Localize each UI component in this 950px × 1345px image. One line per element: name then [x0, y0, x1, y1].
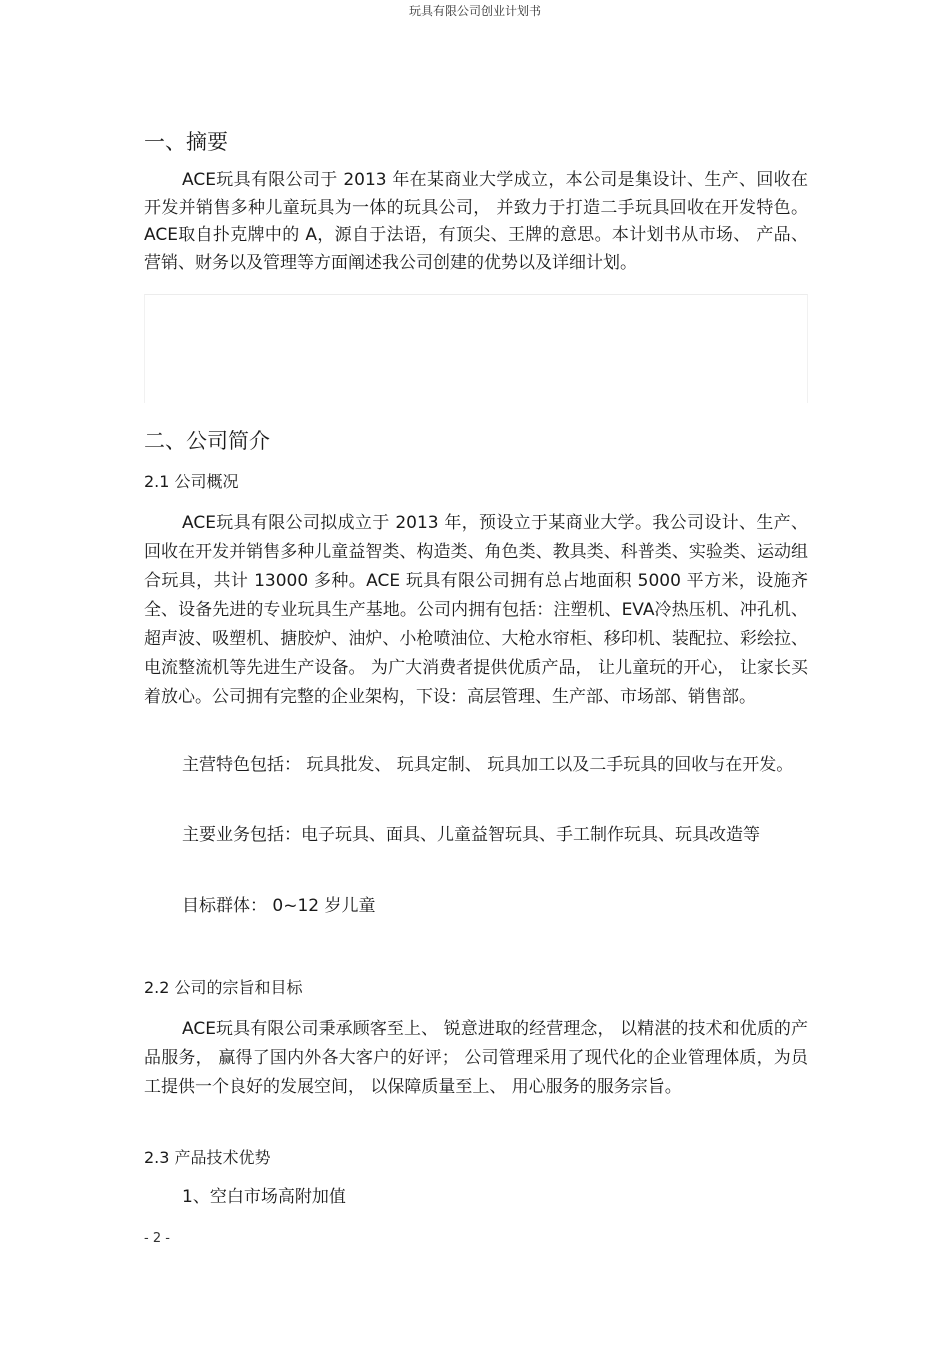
main-features-paragraph: 主营特色包括： 玩具批发、 玩具定制、 玩具加工以及二手玩具的回收与在开发。 [182, 755, 794, 775]
main-business-paragraph: 主要业务包括：电子玩具、面具、儿童益智玩具、手工制作玩具、玩具改造等 [182, 825, 760, 845]
subsection-heading-mission: 2.2 公司的宗旨和目标 [144, 978, 303, 997]
subsection-heading-overview: 2.1 公司概况 [144, 472, 239, 491]
section-heading-abstract: 一、摘要 [144, 130, 228, 154]
subsection-heading-advantage: 2.3 产品技术优势 [144, 1148, 271, 1167]
blank-text-box [144, 294, 808, 403]
running-header: 玩具有限公司创业计划书 [408, 4, 541, 18]
advantage-item-1: 1、空白市场高附加值 [182, 1187, 346, 1207]
overview-paragraph: ACE玩具有限公司拟成立于 2013 年，预设立于某商业大学。我公司设计、生产、回收在开发并销售多种儿童益智类、构造类、角色类、教具类、科普类、实验类、运动组合玩具，共计 13000 多种。ACE 玩具有限公司拥有总占地面积 5000 平方米，设施齐全、设备先进的专业玩具生产基地。公司内拥有包括：注塑机、EVA冷热压机、冲孔机、超声波、吸塑机、搪胶炉、油炉、小枪喷油位、大枪水帘柜、移印机、装配拉、彩绘拉、电流整流机等先进生产设备。 为广大消费者提供优质产品， 让儿童玩的开心， 让家长买着放心。公司拥有完整的企业架构，下设：高层管理、生产部、市场部、销售部。 [144, 513, 808, 707]
target-group-paragraph: 目标群体： 0~12 岁儿童 [182, 896, 376, 916]
page-number: - 2 - [144, 1231, 170, 1246]
abstract-paragraph: ACE玩具有限公司于 2013 年在某商业大学成立，本公司是集设计、生产、回收在开发并销售多种儿童玩具为一体的玩具公司， 并致力于打造二手玩具回收在开发特色。ACE取自扑克牌中的 A，源自于法语，有顶尖、王牌的意思。本计划书从市场、 产品、营销、财务以及管理等方面阐述我公司创建的优势以及详细计划。 [144, 170, 808, 273]
mission-paragraph: ACE玩具有限公司秉承顾客至上、 锐意进取的经营理念， 以精湛的技术和优质的产品服务， 赢得了国内外各大客户的好评； 公司管理采用了现代化的企业管理体质，为员工提供一个良好的发展空间， 以保障质量至上、 用心服务的服务宗旨。 [144, 1019, 808, 1097]
section-heading-intro: 二、公司简介 [144, 429, 270, 453]
